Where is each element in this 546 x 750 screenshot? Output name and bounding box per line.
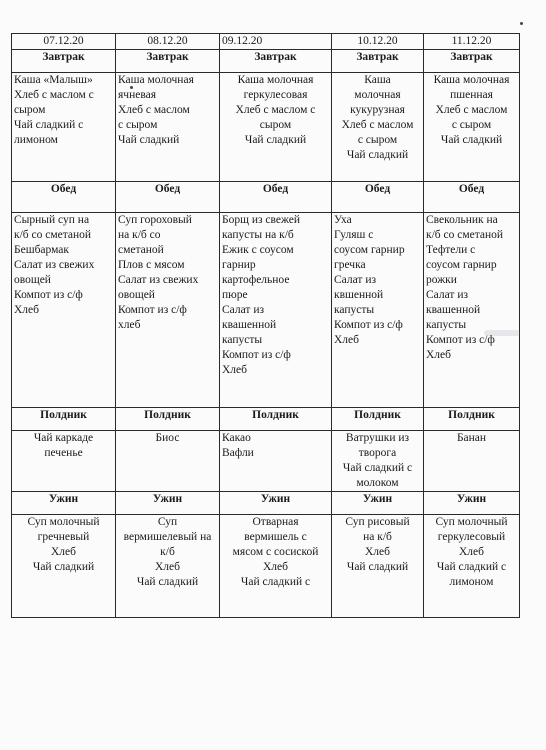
- menu-cell: [332, 213, 424, 408]
- dinner-header-row: [12, 492, 520, 515]
- meal-heading-breakfast: Завтрак: [220, 50, 332, 73]
- dish-line: Хлеб: [365, 546, 390, 558]
- menu-cell: [424, 73, 520, 182]
- dish-line: Борщ из свежей: [222, 214, 301, 226]
- dish-line: рожки: [426, 274, 457, 286]
- dish-line: квашенной: [426, 304, 481, 316]
- dish-line: Чай сладкий: [32, 561, 95, 573]
- dish-line: Суп: [157, 516, 178, 528]
- meal-heading-dinner: Ужин: [116, 492, 220, 515]
- date-cell: 08.12.20: [116, 34, 220, 50]
- dish-line: Плов с мясом: [118, 259, 185, 271]
- dish-line: Чай сладкий с: [14, 119, 84, 131]
- dish-line: соусом гарнир: [334, 244, 405, 256]
- dish-line: Салат из: [426, 289, 469, 301]
- dish-line: Чай каркаде: [33, 432, 94, 444]
- dish-line: Чай сладкий: [244, 134, 307, 146]
- dish-line: Суп гороховый: [118, 214, 192, 226]
- meal-heading-dinner: Ужин: [220, 492, 332, 515]
- dish-line: Хлеб: [51, 546, 76, 558]
- dish-line: Суп молочный: [27, 516, 100, 528]
- dish-line: картофельное: [222, 274, 290, 286]
- dish-line: молоком: [356, 477, 399, 489]
- lunch-header-row: [12, 182, 520, 213]
- meal-heading-snack: Полдник: [332, 408, 424, 431]
- dish-line: Каша молочная: [237, 74, 314, 86]
- dish-line: Каша «Малыш»: [14, 74, 93, 86]
- dish-line: Хлеб с маслом: [435, 104, 508, 116]
- dish-line: Компот из с/ф: [118, 304, 187, 316]
- meal-heading-lunch: Обед: [220, 182, 332, 213]
- dish-line: гарнир: [222, 259, 256, 271]
- menu-sheet: [11, 33, 520, 618]
- dish-line: овощей: [14, 274, 51, 286]
- dish-line: вермишелевый на: [123, 531, 212, 543]
- menu-cell: [220, 515, 332, 618]
- dish-line: Компот из с/ф: [14, 289, 83, 301]
- meal-heading-lunch: Обед: [332, 182, 424, 213]
- dish-line: Салат из свежих: [118, 274, 199, 286]
- dish-line: лимоном: [14, 134, 58, 146]
- dish-line: Хлеб: [263, 561, 288, 573]
- dish-line: Хлеб: [459, 546, 484, 558]
- dish-line: сметаной: [118, 244, 164, 256]
- meal-heading-lunch: Обед: [424, 182, 520, 213]
- dish-line: Компот из с/ф: [222, 349, 291, 361]
- dish-line: Каша молочная: [118, 74, 194, 86]
- scan-smudge: [484, 330, 520, 336]
- menu-table: [11, 33, 520, 618]
- dish-line: Хлеб с маслом: [118, 104, 190, 116]
- dish-line: Хлеб: [222, 364, 247, 376]
- dish-line: Хлеб с маслом с: [14, 89, 94, 101]
- scan-speck: [130, 86, 133, 89]
- meal-heading-lunch: Обед: [116, 182, 220, 213]
- dish-line: гречневый: [37, 531, 90, 543]
- dish-line: капусты: [222, 334, 263, 346]
- dish-line: творога: [358, 447, 397, 459]
- menu-cell: [12, 431, 116, 492]
- meal-heading-snack: Полдник: [12, 408, 116, 431]
- dish-line: молочная: [354, 89, 401, 101]
- snack-row: [12, 431, 520, 492]
- meal-heading-snack: Полдник: [116, 408, 220, 431]
- dish-line: Уха: [334, 214, 352, 226]
- dish-line: геркулесовая: [243, 89, 308, 101]
- dish-line: печенье: [44, 447, 83, 459]
- menu-cell: [116, 515, 220, 618]
- dish-line: на к/б со: [118, 229, 161, 241]
- dish-line: Чай сладкий: [440, 134, 503, 146]
- dish-line: геркулесовый: [437, 531, 506, 543]
- dish-line: Вафли: [222, 447, 254, 459]
- menu-cell: [424, 213, 520, 408]
- meal-heading-dinner: Ужин: [424, 492, 520, 515]
- dish-line: Чай сладкий: [346, 561, 409, 573]
- meal-heading-dinner: Ужин: [12, 492, 116, 515]
- dish-line: Чай сладкий с: [436, 561, 507, 573]
- dish-line: к/б: [160, 546, 175, 558]
- dish-line: Суп рисовый: [345, 516, 410, 528]
- menu-cell: [332, 431, 424, 492]
- dish-line: капусты: [426, 319, 467, 331]
- dish-line: Салат из: [222, 304, 265, 316]
- dish-line: с сыром: [357, 134, 398, 146]
- dish-line: Сырный суп на: [14, 214, 90, 226]
- dish-line: Бешбармак: [14, 244, 69, 256]
- dish-line: Каша: [364, 74, 391, 86]
- dish-line: вермишель с: [244, 531, 307, 543]
- dish-line: сыром: [259, 119, 292, 131]
- meal-heading-snack: Полдник: [220, 408, 332, 431]
- dish-line: кукурузная: [350, 104, 405, 116]
- dish-line: пшенная: [450, 89, 493, 101]
- menu-cell: [12, 515, 116, 618]
- dish-line: к/б со сметаной: [14, 229, 92, 241]
- dish-line: к/б со сметаной: [426, 229, 504, 241]
- date-cell: 09.12.20: [220, 34, 332, 50]
- snack-header-row: [12, 408, 520, 431]
- menu-cell: [12, 213, 116, 408]
- dish-line: пюре: [222, 289, 248, 301]
- dish-line: Хлеб: [14, 304, 39, 316]
- menu-cell: [116, 213, 220, 408]
- dish-line: капусты на к/б: [222, 229, 294, 241]
- dinner-row: [12, 515, 520, 618]
- dish-line: Чай сладкий: [346, 149, 409, 161]
- dish-line: гречка: [334, 259, 366, 271]
- dish-line: Чай сладкий с: [342, 462, 413, 474]
- dish-line: Хлеб с маслом: [341, 119, 414, 131]
- dish-line: соусом гарнир: [426, 259, 497, 271]
- menu-cell: [220, 431, 332, 492]
- dish-line: Чай сладкий с: [240, 576, 311, 588]
- dish-line: Отварная: [252, 516, 299, 528]
- dish-line: Чай сладкий: [118, 134, 180, 146]
- date-row: [12, 34, 520, 50]
- date-cell: 10.12.20: [332, 34, 424, 50]
- dish-line: Биос: [155, 432, 180, 444]
- dish-line: на к/б: [363, 531, 392, 543]
- meal-heading-snack: Полдник: [424, 408, 520, 431]
- dish-line: капусты: [334, 304, 375, 316]
- meal-heading-lunch: Обед: [12, 182, 116, 213]
- meal-heading-breakfast: Завтрак: [424, 50, 520, 73]
- dish-line: Чай сладкий: [136, 576, 199, 588]
- dish-line: с сыром: [118, 119, 158, 131]
- menu-cell: [220, 213, 332, 408]
- breakfast-row: [12, 73, 520, 182]
- dish-line: Салат из: [334, 274, 377, 286]
- dish-line: Свекольник на: [426, 214, 498, 226]
- dish-line: сыром: [14, 104, 46, 116]
- dish-line: Суп молочный: [435, 516, 508, 528]
- dish-line: Тефтели с: [426, 244, 476, 256]
- dish-line: Гуляш с: [334, 229, 374, 241]
- date-cell: 07.12.20: [12, 34, 116, 50]
- dish-line: Хлеб: [426, 349, 451, 361]
- date-cell: 11.12.20: [424, 34, 520, 50]
- dish-line: квшенной: [334, 289, 384, 301]
- dish-line: ячневая: [118, 89, 157, 101]
- scan-speck: [520, 22, 523, 25]
- meal-heading-breakfast: Завтрак: [12, 50, 116, 73]
- dish-line: Банан: [456, 432, 487, 444]
- menu-cell: [220, 73, 332, 182]
- lunch-row: [12, 213, 520, 408]
- dish-line: мясом с сосиской: [232, 546, 319, 558]
- dish-line: хлеб: [118, 319, 141, 331]
- menu-cell: [12, 73, 116, 182]
- meal-heading-dinner: Ужин: [332, 492, 424, 515]
- dish-line: с сыром: [451, 119, 492, 131]
- dish-line: квашенной: [222, 319, 277, 331]
- menu-cell: [116, 431, 220, 492]
- meal-heading-breakfast: Завтрак: [332, 50, 424, 73]
- dish-line: Ватрушки из: [345, 432, 410, 444]
- dish-line: Салат из свежих: [14, 259, 95, 271]
- menu-cell: [424, 515, 520, 618]
- dish-line: Хлеб с маслом с: [235, 104, 316, 116]
- menu-cell: [332, 515, 424, 618]
- dish-line: Компот из с/ф: [334, 319, 403, 331]
- menu-cell: [332, 73, 424, 182]
- dish-line: Какао: [222, 432, 251, 444]
- dish-line: лимоном: [449, 576, 494, 588]
- breakfast-header-row: [12, 50, 520, 73]
- dish-line: овощей: [118, 289, 155, 301]
- dish-line: Компот из с/ф: [426, 334, 495, 346]
- dish-line: Ежик с соусом: [222, 244, 294, 256]
- menu-cell: [424, 431, 520, 492]
- dish-line: Хлеб: [155, 561, 180, 573]
- dish-line: Каша молочная: [433, 74, 510, 86]
- dish-line: Хлеб: [334, 334, 359, 346]
- meal-heading-breakfast: Завтрак: [116, 50, 220, 73]
